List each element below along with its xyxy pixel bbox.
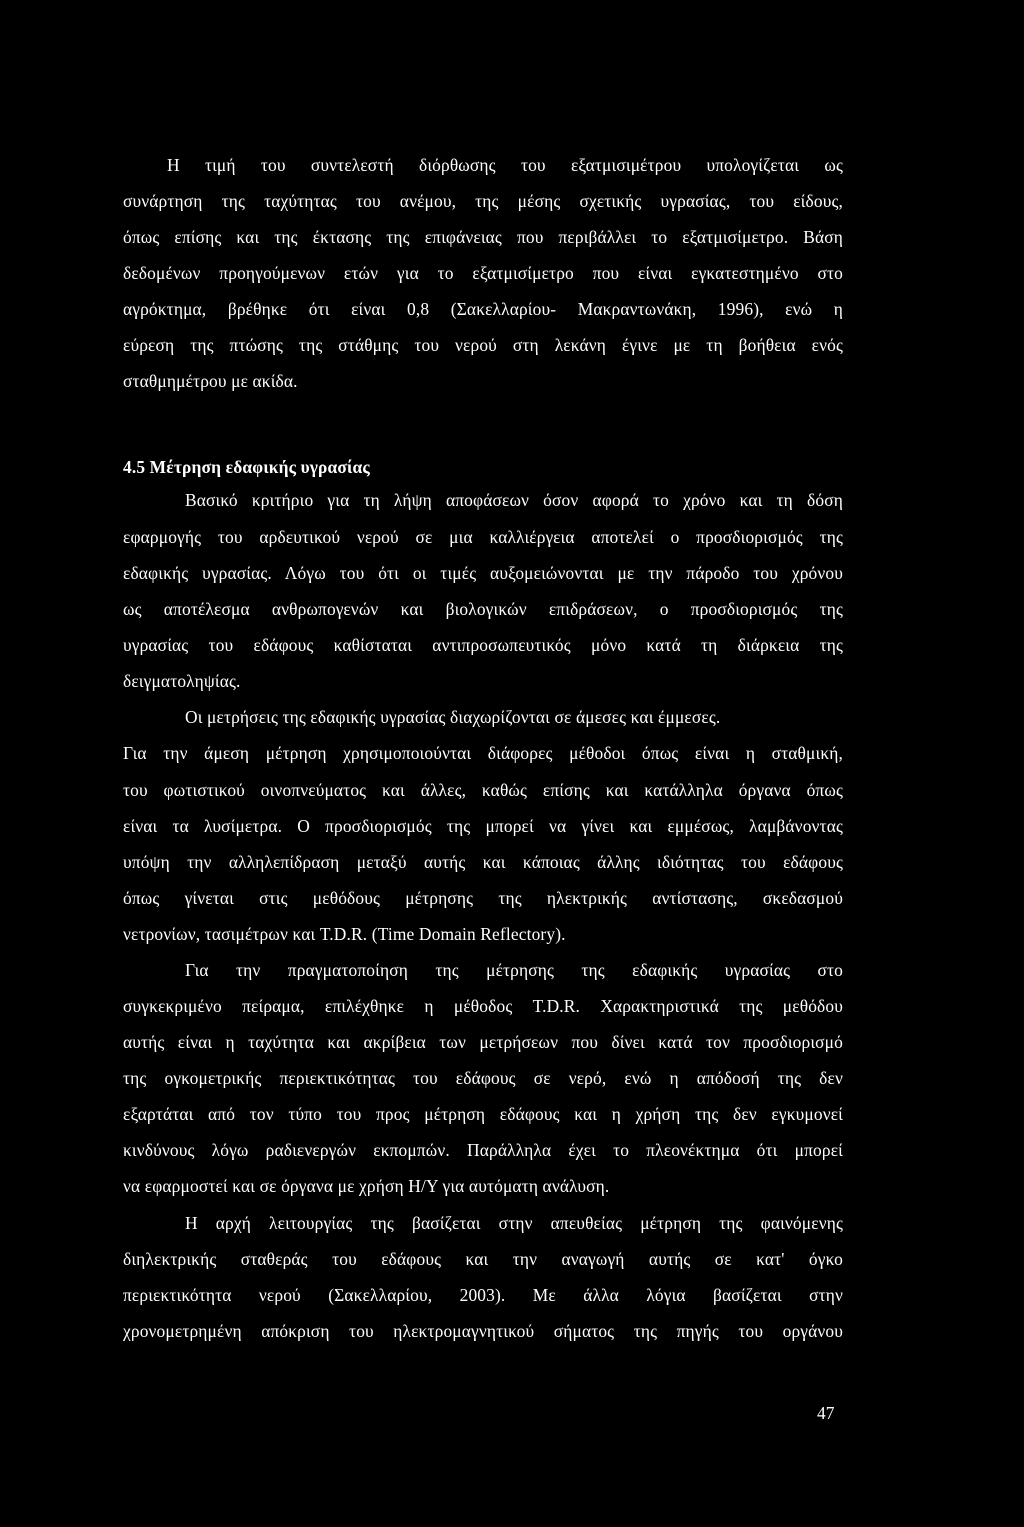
text-line: συγκεκριμένο πείραμα, επιλέχθηκε η μέθοδος T.D.R. Χαρακτηριστικά της μεθόδου — [123, 996, 843, 1016]
text-line: εφαρμογής του αρδευτικού νερού σε μια καλλιέργεια αποτελεί ο προσδιορισμός της — [123, 527, 843, 547]
text-line: εδαφικής υγρασίας. Λόγω του ότι οι τιμές αυξομειώνονται με την πάροδο του χρόνου — [123, 563, 843, 583]
text-line: Βασικό κριτήριο για τη λήψη αποφάσεων όσον αφορά το χρόνο και τη δόση — [185, 490, 843, 510]
text-line: όπως επίσης και της έκτασης της επιφάνειας που περιβάλλει το εξατμισίμετρο. Βάση — [123, 227, 843, 247]
text-line: της ογκομετρικής περιεκτικότητας του εδάφους σε νερό, ενώ η απόδοσή της δεν — [123, 1068, 843, 1088]
text-line: υπόψη την αλληλεπίδραση μεταξύ αυτής και κάποιας άλλης ιδιότητας του εδάφους — [123, 852, 843, 872]
text-line: δεδομένων προηγούμενων ετών για το εξατμισίμετρο που είναι εγκατεστημένο στο — [123, 263, 843, 283]
text-line: εύρεση της πτώσης της στάθμης του νερού στη λεκάνη έγινε με τη βοήθεια ενός — [123, 335, 843, 355]
text-line: νετρονίων, τασιμέτρων και T.D.R. (Time Domain Reflectory). — [123, 924, 566, 944]
text-line: αγρόκτημα, βρέθηκε ότι είναι 0,8 (Σακελλαρίου- Μακραντωνάκη, 1996), ενώ η — [123, 299, 843, 319]
text-line: Η τιμή του συντελεστή διόρθωσης του εξατμισιμέτρου υπολογίζεται ως — [167, 155, 843, 175]
text-line: Για την πραγματοποίηση της μέτρησης της εδαφικής υγρασίας στο — [185, 960, 843, 980]
text-line: είναι τα λυσίμετρα. Ο προσδιορισμός της μπορεί να γίνει και εμμέσως, λαμβάνοντας — [123, 816, 843, 836]
page-number: 47 — [817, 1403, 835, 1423]
text-line: χρονομετρημένη απόκριση του ηλεκτρομαγνητικού σήματος της πηγής του οργάνου — [123, 1321, 843, 1341]
text-line: διηλεκτρικής σταθεράς του εδάφους και την αναγωγή αυτής σε κατ' όγκο — [123, 1249, 843, 1269]
section-heading: 4.5 Μέτρηση εδαφικής υγρασίας — [123, 457, 370, 477]
text-line: Για την άμεση μέτρηση χρησιμοποιούνται διάφορες μέθοδοι όπως είναι η σταθμική, — [123, 743, 843, 763]
text-line: περιεκτικότητα νερού (Σακελλαρίου, 2003). Με άλλα λόγια βασίζεται στην — [123, 1285, 843, 1305]
text-line: συνάρτηση της ταχύτητας του ανέμου, της μέσης σχετικής υγρασίας, του είδους, — [123, 191, 843, 211]
text-line: ως αποτέλεσμα ανθρωπογενών και βιολογικών επιδράσεων, ο προσδιορισμός της — [123, 599, 843, 619]
text-line: υγρασίας του εδάφους καθίσταται αντιπροσωπευτικός μόνο κατά τη διάρκεια της — [123, 635, 843, 655]
text-line: αυτής είναι η ταχύτητα και ακρίβεια των μετρήσεων που δίνει κατά τον προσδιορισμό — [123, 1032, 843, 1052]
text-line: να εφαρμοστεί και σε όργανα με χρήση Η/Υ για αυτόματη ανάλυση. — [123, 1176, 610, 1196]
text-line: Η αρχή λειτουργίας της βασίζεται στην απευθείας μέτρηση της φαινόμενης — [185, 1213, 843, 1233]
text-line: δειγματοληψίας. — [123, 671, 241, 691]
text-line: του φωτιστικού οινοπνεύματος και άλλες, καθώς επίσης και κατάλληλα όργανα όπως — [123, 780, 843, 800]
text-line: σταθμημέτρου με ακίδα. — [123, 371, 298, 391]
text-line: όπως γίνεται στις μεθόδους μέτρησης της ηλεκτρικής αντίστασης, σκεδασμού — [123, 888, 843, 908]
text-line: Οι μετρήσεις της εδαφικής υγρασίας διαχωρίζονται σε άμεσες και έμμεσες. — [185, 707, 721, 727]
text-line: κινδύνους λόγω ραδιενεργών εκπομπών. Παράλληλα έχει το πλεονέκτημα ότι μπορεί — [123, 1140, 843, 1160]
text-line: εξαρτάται από τον τύπο του προς μέτρηση εδάφους και η χρήση της δεν εγκυμονεί — [123, 1104, 843, 1124]
